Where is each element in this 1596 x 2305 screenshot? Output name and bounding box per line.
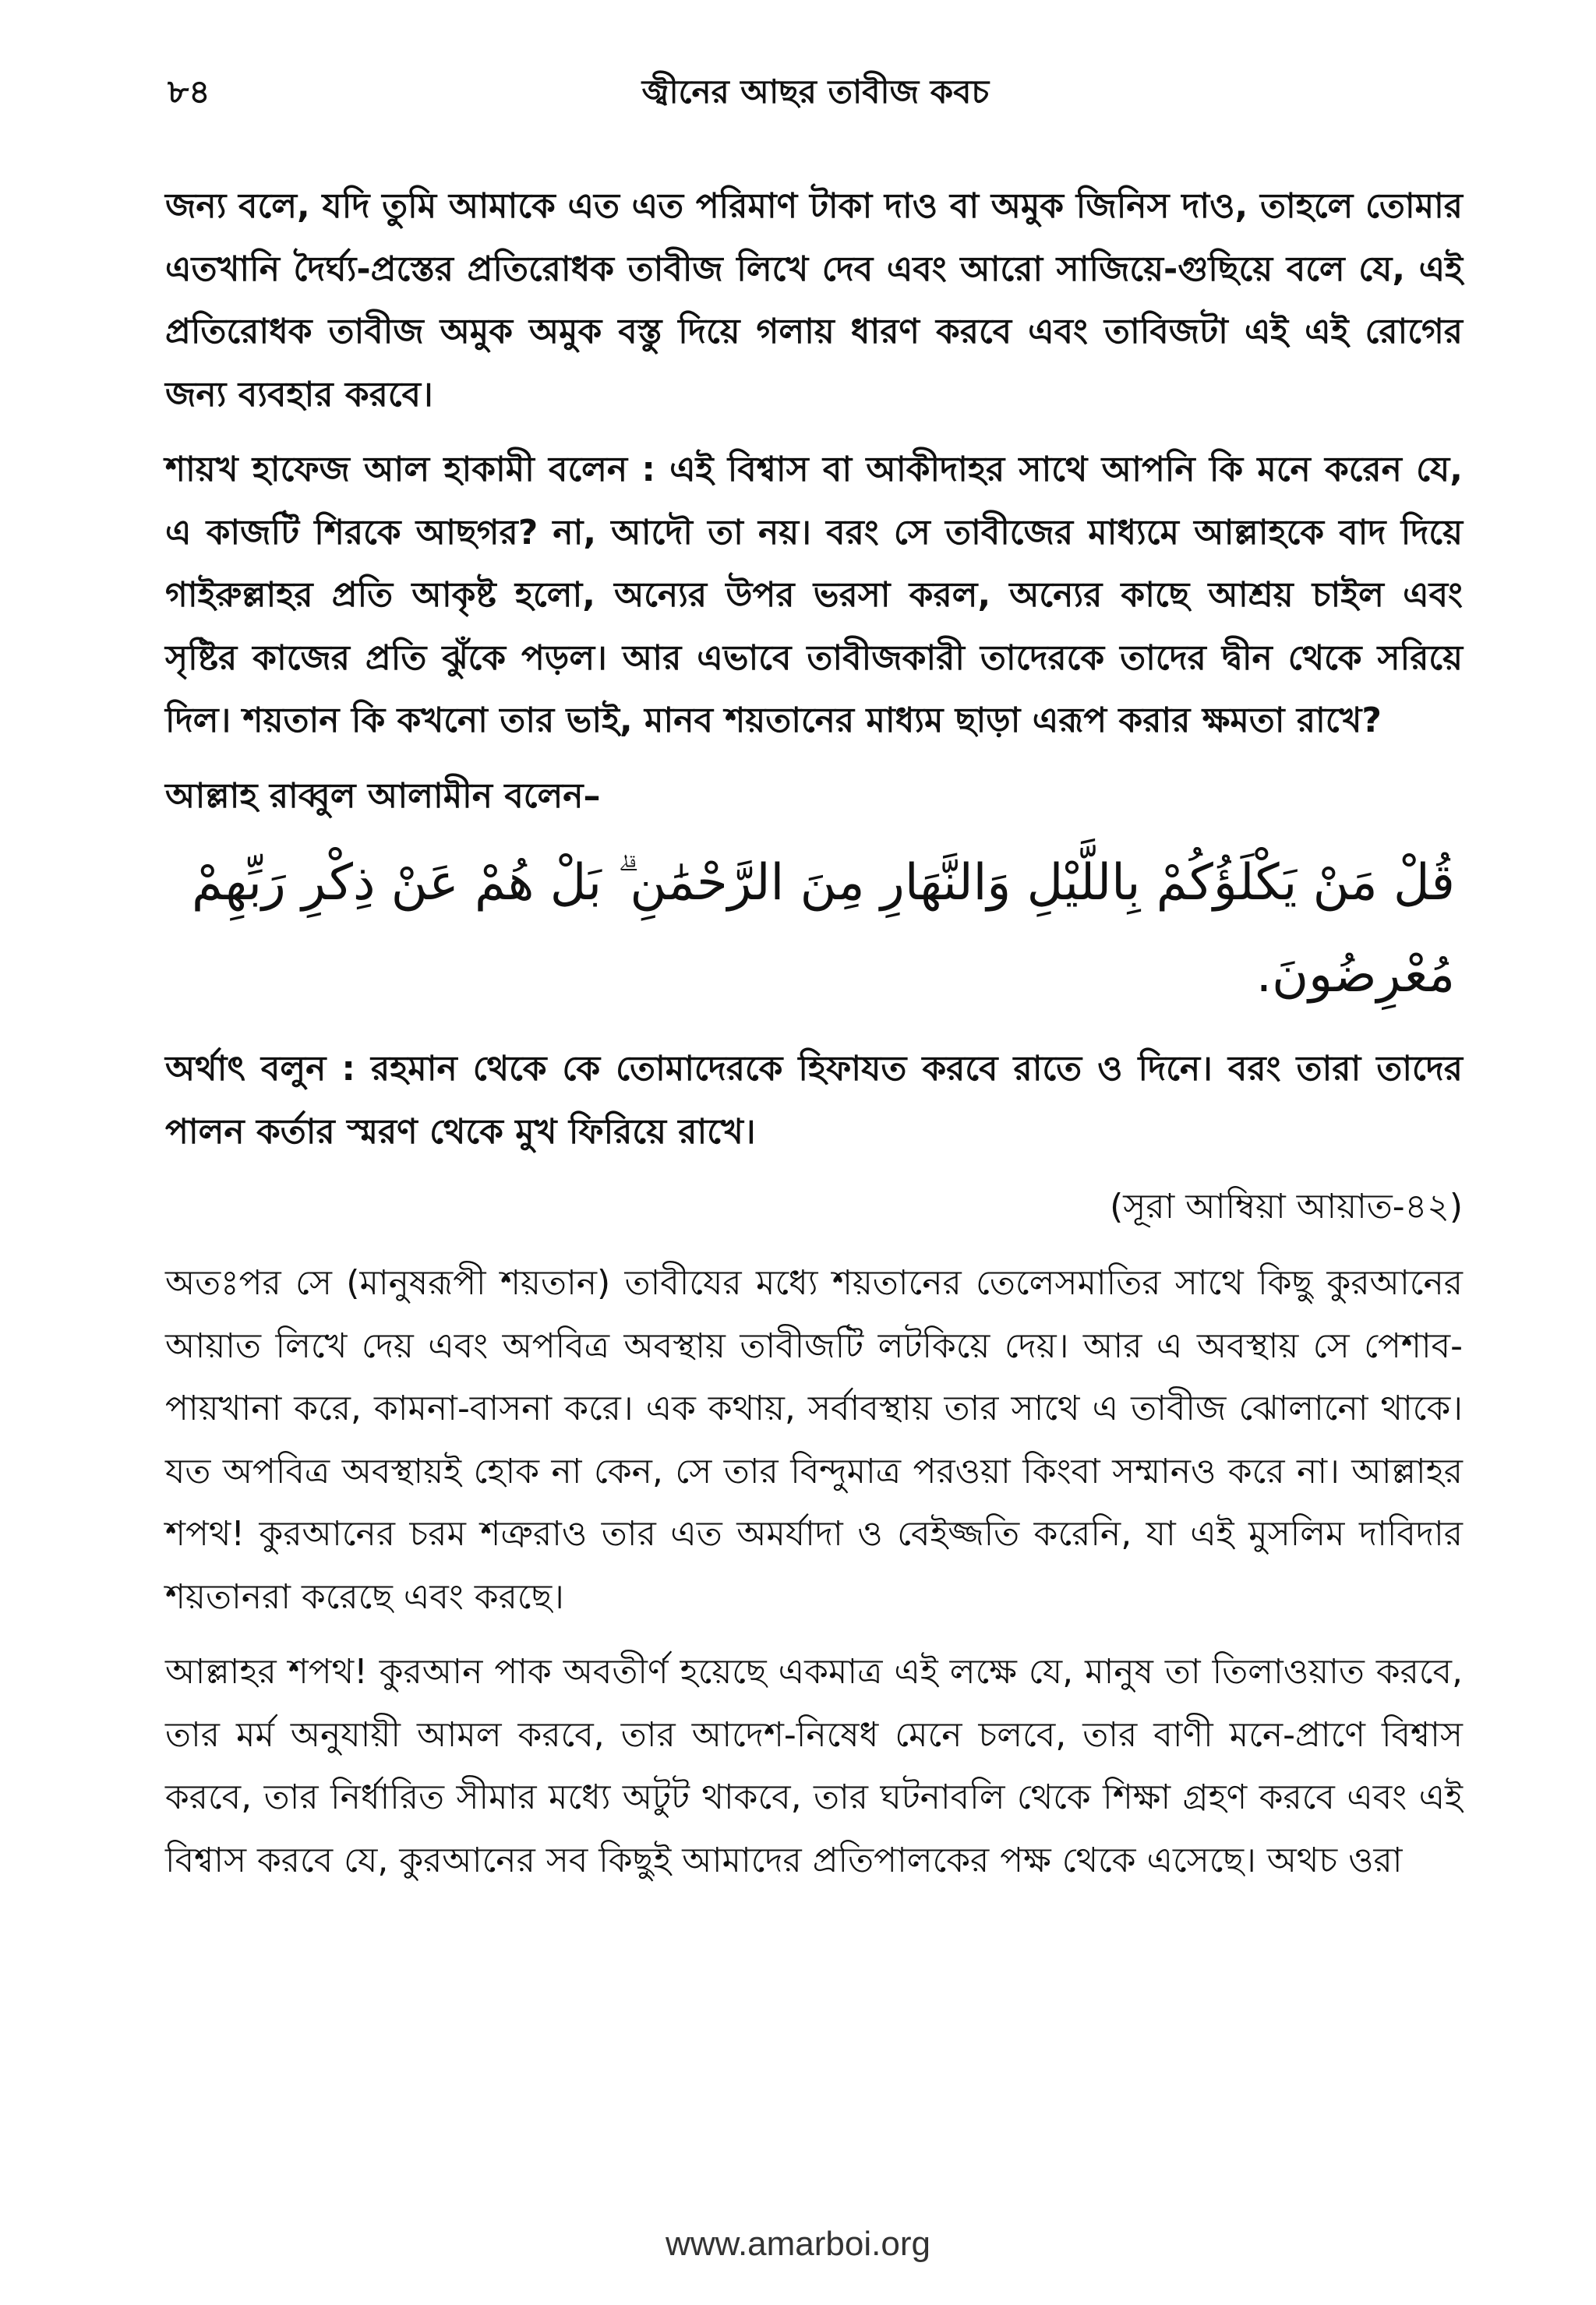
footer-watermark: www.amarboi.org bbox=[666, 2225, 930, 2263]
page-header bbox=[168, 61, 1464, 123]
paragraph-3: অতঃপর সে (মানুষরূপী শয়তান) তাবীযের মধ্যে শয়তানের তেলেসমাতির সাথে কিছু কুরআনের আয়াত লিখে দেয় এবং অপবিত্র অবস্থায় তাবীজটি লটকিয়ে দেয়। আর এ অবস্থায় সে পেশাব-পায়খানা করে, কামনা-বাসনা করে। এক কথায়, সর্বাবস্থায় তার সাথে এ তাবীজ ঝোলানো থাকে। যত অপবিত্র অবস্থায়ই হোক না কেন, সে তার বিন্দুমাত্র পরওয়া কিংবা সম্মানও করে না। আল্লাহর শপথ! কুরআনের চরম শত্রুরাও তার এত অমর্যাদা ও বেইজ্জতি করেনি, যা এই মুসলিম দাবিদার শয়তানরা করেছে এবং করছে। bbox=[165, 1263, 1463, 1617]
paragraph-2: শায়খ হাফেজ আল হাকামী বলেন : এই বিশ্বাস বা আকীদাহর সাথে আপনি কি মনে করেন যে, এ কাজটি শিরকে আছগর? না, আদৌ তা নয়। বরং সে তাবীজের মাধ্যমে আল্লাহকে বাদ দিয়ে গাইরুল্লাহর প্রতি আকৃষ্ট হলো, অন্যের উপর ভরসা করল, অন্যের কাছে আশ্রয় চাইল এবং সৃষ্টির কাজের প্রতি ঝুঁকে পড়ল। আর এভাবে তাবীজকারী তাদেরকে তাদের দ্বীন থেকে সরিয়ে দিল। শয়তান কি কখনো তার ভাই, মানব শয়তানের মাধ্যম ছাড়া এরূপ করার ক্ষমতা রাখে? bbox=[165, 450, 1463, 740]
verse-translation: অর্থাৎ বলুন : রহমান থেকে কে তোমাদেরকে হিফাযত করবে রাতে ও দিনে। বরং তারা তাদের পালন কর্তার স্মরণ থেকে মুখ ফিরিয়ে রাখে। bbox=[165, 1049, 1463, 1152]
page-number: ৮৪ bbox=[168, 72, 210, 111]
page-body bbox=[165, 175, 1463, 1904]
paragraph-1: জন্য বলে, যদি তুমি আমাকে এত এত পরিমাণ টাকা দাও বা অমুক জিনিস দাও, তাহলে তোমার এতখানি দৈর্ঘ্য-প্রস্তের প্রতিরোধক তাবীজ লিখে দেব এবং আরো সাজিয়ে-গুছিয়ে বলে যে, এই প্রতিরোধক তাবীজ অমুক অমুক বস্তু দিয়ে গলায় ধারণ করবে এবং তাবিজটা এই এই রোগের জন্য ব্যবহার করবে। bbox=[165, 186, 1463, 415]
running-title: জ্বীনের আছর তাবীজ কবচ bbox=[641, 72, 990, 111]
paragraph-4: আল্লাহর শপথ! কুরআন পাক অবতীর্ণ হয়েছে একমাত্র এই লক্ষে যে, মানুষ তা তিলাওয়াত করবে, তার মর্ম অনুযায়ী আমল করবে, তার আদেশ-নিষেধ মেনে চলবে, তার বাণী মনে-প্রাণে বিশ্বাস করবে, তার নির্ধারিত সীমার মধ্যে অটুট থাকবে, তার ঘটনাবলি থেকে শিক্ষা গ্রহণ করবে এবং এই বিশ্বাস করবে যে, কুরআনের সব কিছুই আমাদের প্রতিপালকের পক্ষ থেকে এসেছে। অথচ ওরা bbox=[165, 1652, 1463, 1880]
verse-citation: (সূরা আম্বিয়া আয়াত-৪২) bbox=[1110, 1187, 1463, 1227]
arabic-verse: قُلْ مَنْ يَكْلَؤُكُمْ بِاللَّيْلِ وَالنَّهَارِ مِنَ الرَّحْمَٰنِ ۗ بَلْ هُمْ عَنْ ذِكْرِ رَبِّهِمْ مُعْرِضُونَ. bbox=[192, 854, 1455, 1004]
verse-intro: আল্লাহ রাব্বুল আলামীন বলেন– bbox=[165, 775, 601, 816]
